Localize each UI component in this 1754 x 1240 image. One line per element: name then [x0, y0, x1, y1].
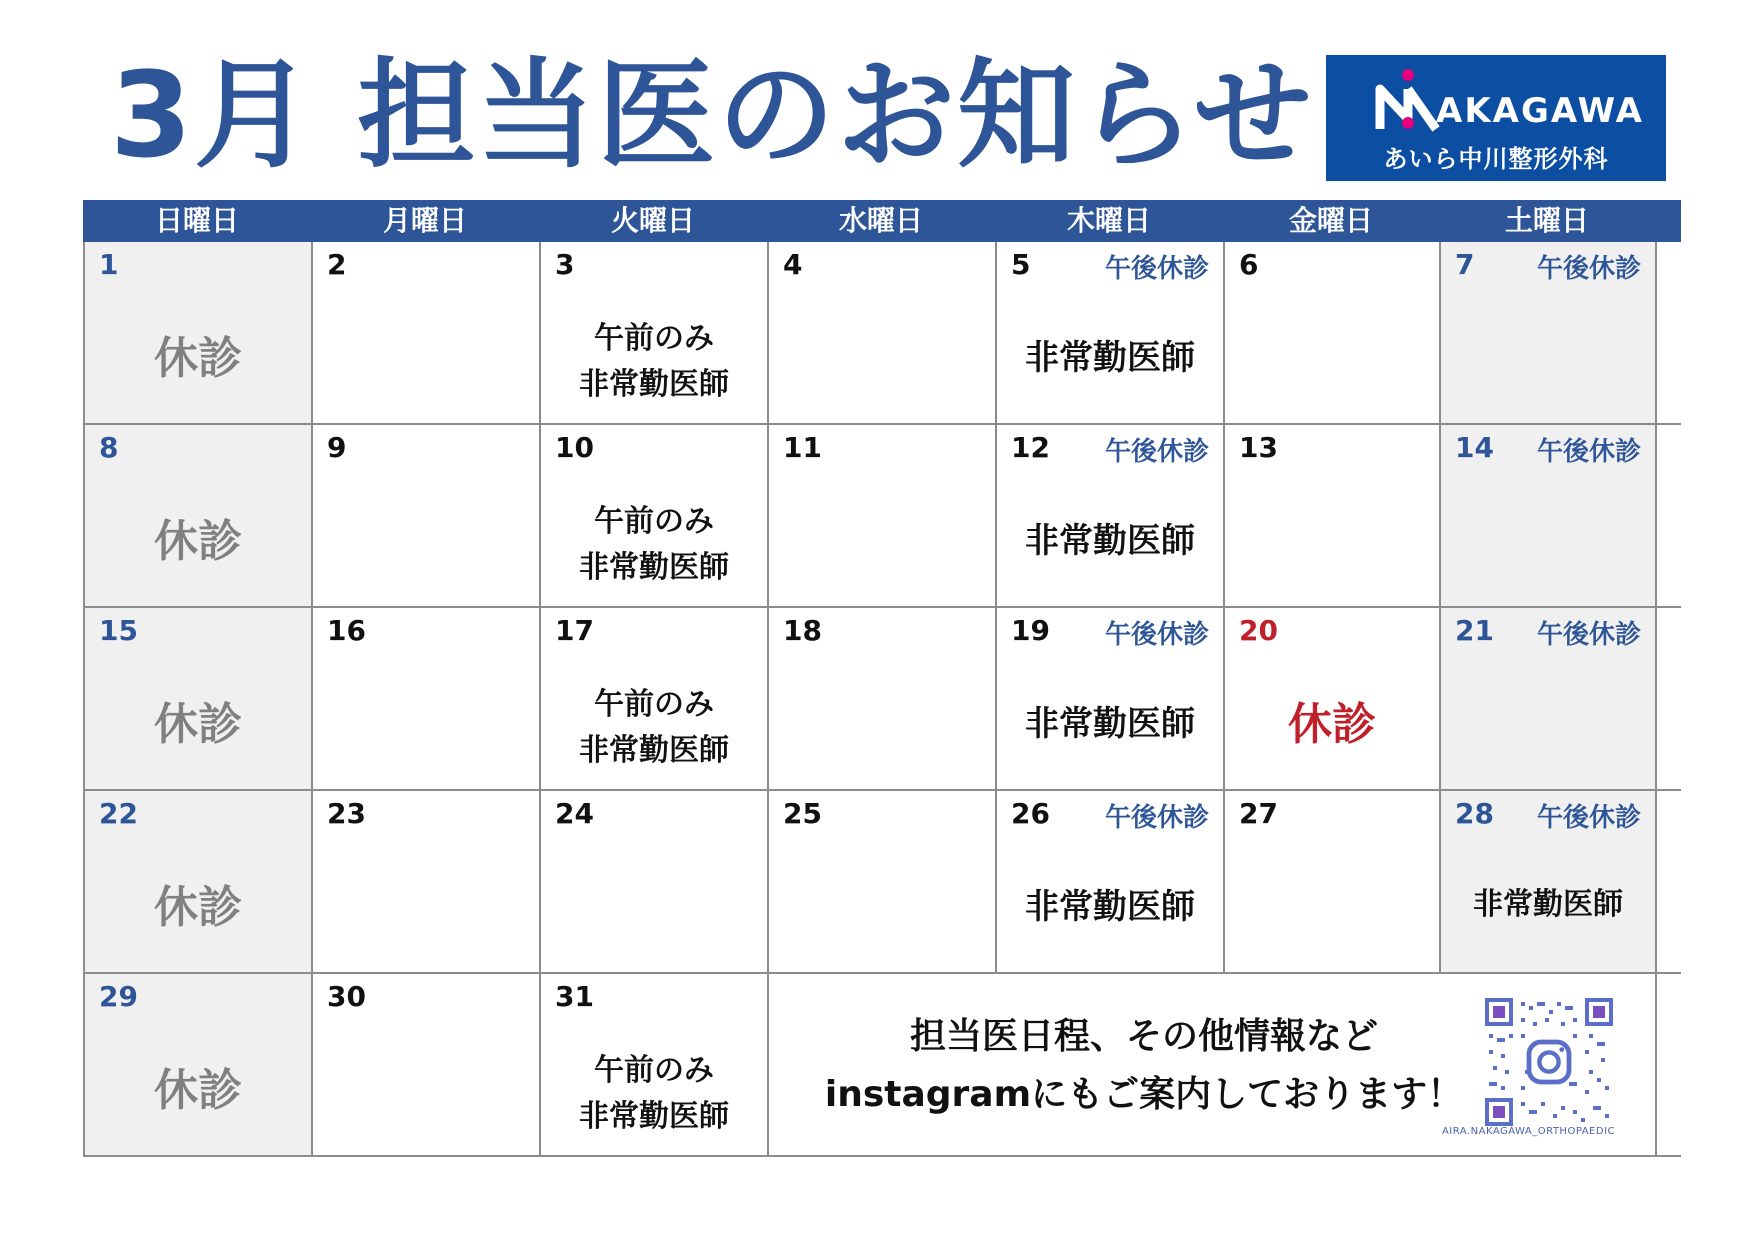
pm-closed-label: 午後休診: [1536, 620, 1641, 650]
closed-label: 休診: [154, 516, 242, 567]
calendar-week: [85, 789, 1681, 972]
logo-name: AKAGAWA: [1436, 91, 1644, 131]
day-cell: [541, 608, 769, 789]
day-cell: [85, 425, 313, 606]
day-number: 6: [1239, 248, 1259, 281]
part-time-doctor-label: 非常勤医師: [579, 733, 729, 768]
pm-closed-label: 午後休診: [1104, 254, 1209, 284]
part-time-doctor-label: 非常勤医師: [1473, 887, 1623, 922]
weekday-friday: 金曜日: [1288, 204, 1373, 237]
calendar: [83, 200, 1681, 1157]
day-cell: [997, 608, 1225, 789]
weekday-tuesday: 火曜日: [610, 204, 695, 237]
calendar-week: [85, 423, 1681, 606]
day-cell: [1225, 242, 1441, 423]
closed-label: 休診: [154, 333, 242, 384]
pm-closed-label: 午後休診: [1104, 803, 1209, 833]
part-time-doctor-label: 非常勤医師: [579, 550, 729, 585]
day-number: 9: [327, 431, 347, 464]
day-number: 28: [1455, 797, 1494, 830]
day-cell: [1441, 791, 1657, 972]
notice-cell: [769, 974, 1657, 1155]
day-cell: [1441, 242, 1657, 423]
day-cell: [541, 974, 769, 1155]
calendar-week: [85, 606, 1681, 789]
day-number: 18: [783, 614, 822, 647]
day-cell: [541, 791, 769, 972]
am-only-note: [541, 316, 767, 408]
day-cell: [1225, 791, 1441, 972]
day-cell: [769, 425, 997, 606]
day-number: 27: [1239, 797, 1278, 830]
day-cell: [313, 242, 541, 423]
weekday-header: [83, 200, 1681, 242]
day-number: 26: [1011, 797, 1050, 830]
day-number: 30: [327, 980, 366, 1013]
day-cell: [541, 425, 769, 606]
day-cell: [313, 974, 541, 1155]
day-number-holiday: 20: [1239, 614, 1278, 647]
day-cell: [1441, 608, 1657, 789]
pm-closed-label: 午後休診: [1104, 620, 1209, 650]
am-only-label: 午前のみ: [594, 687, 714, 722]
qr-caption: AIRA.NAKAGAWA_ORTHOPAEDIC: [1441, 1126, 1615, 1137]
pm-closed-label: 午後休診: [1536, 254, 1641, 284]
calendar-week: [85, 242, 1681, 423]
weekday-saturday: 土曜日: [1504, 204, 1589, 237]
day-number: 23: [327, 797, 366, 830]
clinic-logo: [1326, 55, 1666, 181]
qr-code-icon[interactable]: [1485, 998, 1613, 1126]
part-time-doctor-label: 非常勤医師: [579, 1099, 729, 1134]
day-cell: [541, 242, 769, 423]
part-time-doctor-label: 非常勤医師: [1025, 521, 1195, 561]
closed-label: 休診: [154, 699, 242, 750]
day-cell: [769, 608, 997, 789]
am-only-note: [541, 682, 767, 774]
day-number: 2: [327, 248, 347, 281]
day-cell: [997, 425, 1225, 606]
day-number: 15: [99, 614, 138, 647]
notice-line-1: 担当医日程、その他情報など: [909, 1016, 1378, 1057]
day-cell: [997, 242, 1225, 423]
day-cell: [85, 791, 313, 972]
calendar-grid: [83, 242, 1681, 1157]
part-time-doctor-label: 非常勤医師: [1025, 338, 1195, 378]
day-number: 17: [555, 614, 594, 647]
logo-subtitle: あいら中川整形外科: [1383, 145, 1609, 173]
weekday-sunday: 日曜日: [154, 204, 239, 237]
holiday-closed-label: 休診: [1288, 699, 1376, 750]
am-only-label: 午前のみ: [594, 504, 714, 539]
day-number: 13: [1239, 431, 1278, 464]
day-number: 25: [783, 797, 822, 830]
part-time-doctor-label: 非常勤医師: [1025, 704, 1195, 744]
logo-mark-icon: [1372, 67, 1442, 139]
day-cell: [1225, 608, 1441, 789]
weekday-thursday: 木曜日: [1066, 204, 1151, 237]
day-number: 5: [1011, 248, 1031, 281]
day-number: 11: [783, 431, 822, 464]
day-number: 21: [1455, 614, 1494, 647]
part-time-doctor-label: 非常勤医師: [1025, 887, 1195, 927]
calendar-week: [85, 972, 1681, 1155]
am-only-label: 午前のみ: [594, 1053, 714, 1088]
day-cell: [1225, 425, 1441, 606]
day-number: 1: [99, 248, 119, 281]
closed-label: 休診: [154, 882, 242, 933]
day-number: 14: [1455, 431, 1494, 464]
day-number: 19: [1011, 614, 1050, 647]
day-cell: [85, 974, 313, 1155]
day-cell: [1441, 425, 1657, 606]
weekday-monday: 月曜日: [382, 204, 467, 237]
day-cell: [769, 242, 997, 423]
day-cell: [85, 242, 313, 423]
day-cell: [313, 425, 541, 606]
pm-closed-label: 午後休診: [1536, 437, 1641, 467]
page-title: 3月 担当医のお知らせ: [110, 46, 1314, 184]
day-number: 7: [1455, 248, 1475, 281]
notice-text: [799, 1008, 1489, 1124]
day-number: 10: [555, 431, 594, 464]
am-only-note: [541, 499, 767, 591]
day-number: 3: [555, 248, 575, 281]
day-cell: [769, 791, 997, 972]
day-number: 22: [99, 797, 138, 830]
instagram-notice: [769, 974, 1655, 1155]
day-cell: [313, 608, 541, 789]
day-cell: [997, 791, 1225, 972]
day-number: 31: [555, 980, 594, 1013]
day-cell: [313, 791, 541, 972]
am-only-label: 午前のみ: [594, 321, 714, 356]
pm-closed-label: 午後休診: [1536, 803, 1641, 833]
day-number: 24: [555, 797, 594, 830]
day-number: 8: [99, 431, 119, 464]
day-number: 16: [327, 614, 366, 647]
day-number: 4: [783, 248, 803, 281]
day-cell: [85, 608, 313, 789]
am-only-note: [541, 1048, 767, 1140]
pm-closed-label: 午後休診: [1104, 437, 1209, 467]
day-number: 12: [1011, 431, 1050, 464]
part-time-doctor-label: 非常勤医師: [579, 367, 729, 402]
weekday-wednesday: 水曜日: [838, 204, 923, 237]
notice-line-2: instagramにもご案内しております！: [824, 1074, 1464, 1115]
day-number: 29: [99, 980, 138, 1013]
closed-label: 休診: [154, 1065, 242, 1116]
